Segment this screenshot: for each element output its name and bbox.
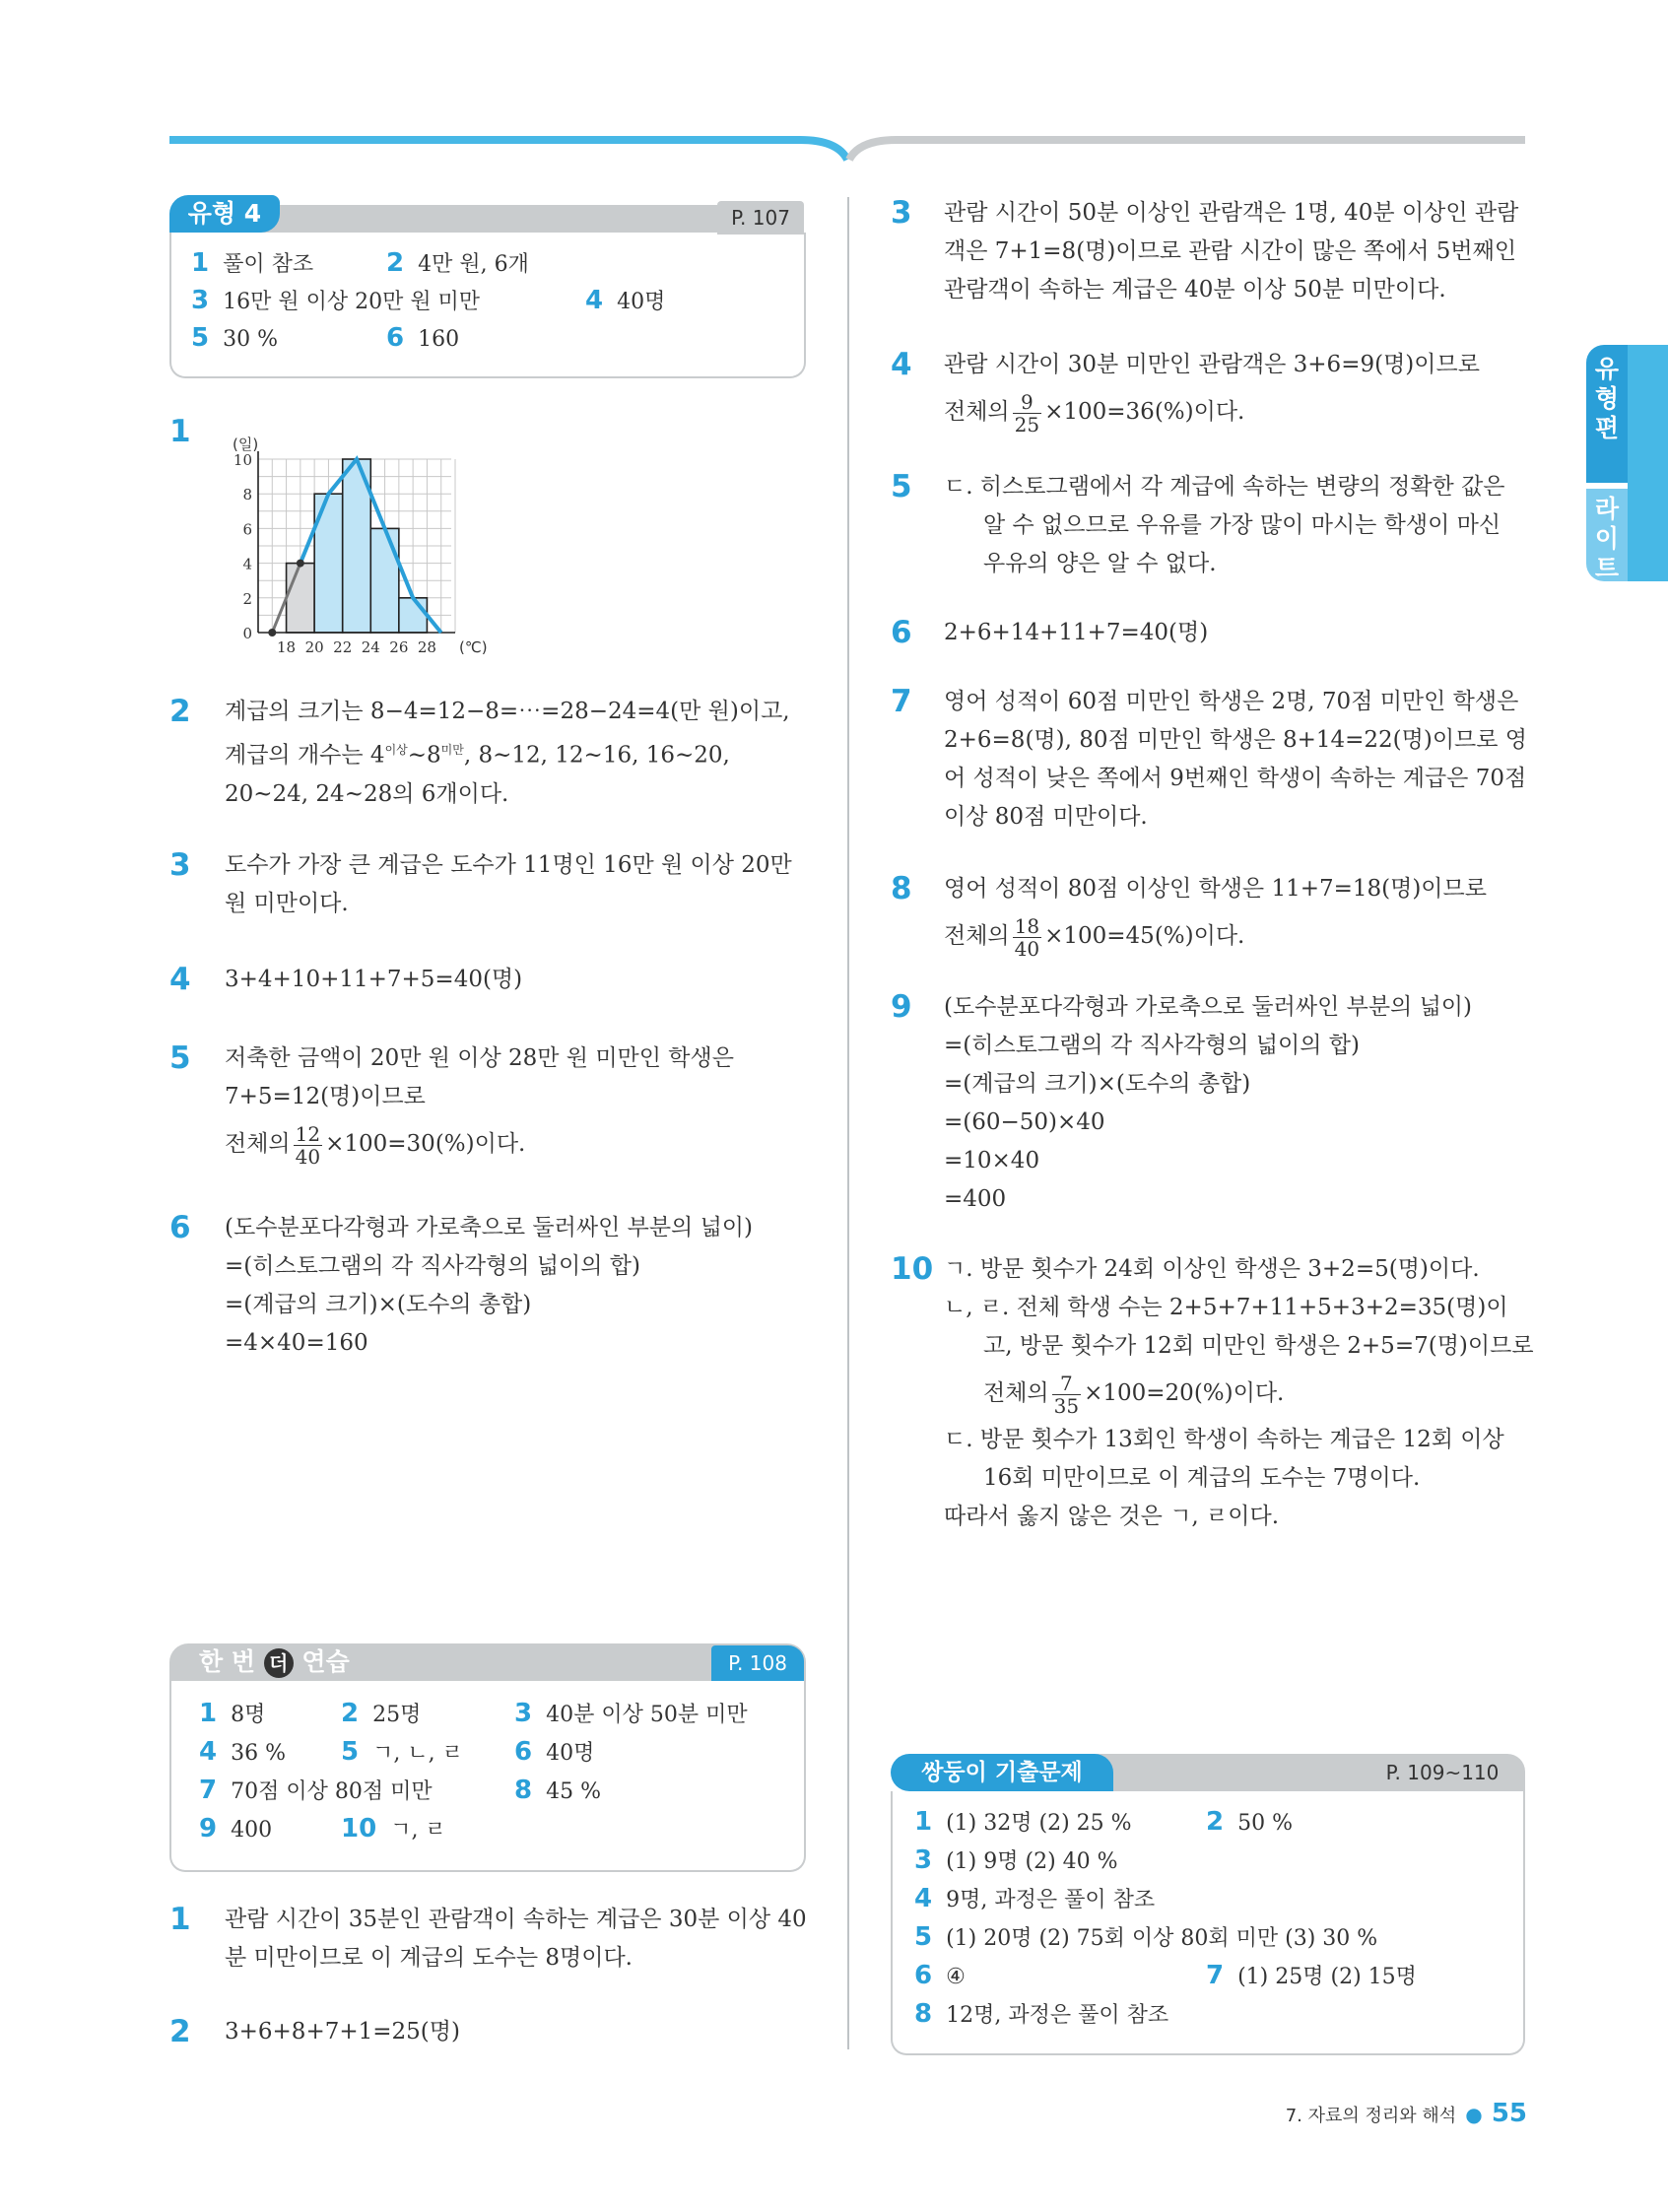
solution-line: 3+6+8+7+1=25(명) (225, 2019, 460, 2044)
exam-page: P. 109~110 (1385, 1761, 1500, 1784)
solution-line: 전체의 $\frac{7}{35}$ ×100=20(%)이다. (983, 1371, 1285, 1418)
answer-item: 4 9명, 과정은 풀이 참조 (914, 1884, 1156, 1913)
header-bar (0, 0, 1668, 168)
fraction: $\frac{18}{40}$ (1014, 913, 1040, 961)
histogram-chart (215, 424, 530, 660)
y-tick-label: 6 (242, 520, 252, 539)
solution-r9 (944, 988, 1472, 1219)
solution-p2 (225, 2013, 460, 2051)
solution-q3 (225, 846, 792, 923)
fraction: $\frac{12}{40}$ (295, 1121, 321, 1169)
type4-section (169, 195, 806, 378)
x-tick-label: 22 (333, 638, 353, 656)
solution-line: 객은 7+1=8(명)이므로 관람 시간이 많은 쪽에서 5번째인 (944, 238, 1517, 264)
answer-item: 7 (1) 25명 (2) 15명 (1206, 1961, 1417, 1990)
solution-line: =4×40=160 (225, 1330, 368, 1356)
exam-section (891, 1754, 1525, 2055)
polygon-point (297, 560, 304, 568)
solution-line: (도수분포다각형과 가로축으로 둘러싸인 부분의 넓이) (225, 1215, 753, 1240)
question-number: 1 (169, 414, 191, 449)
question-number: 6 (169, 1210, 191, 1245)
solution-line: 전체의 $\frac{12}{40}$ ×100=30(%)이다. (225, 1121, 526, 1169)
answer-item: 3 16만 원 이상 20만 원 미만 (191, 286, 481, 315)
solution-line: 7+5=12(명)이므로 (225, 1084, 426, 1109)
polygon-point (268, 629, 276, 637)
question-number: 2 (169, 694, 191, 729)
solution-line: 관람 시간이 30분 미만인 관람객은 3+6=9(명)이므로 (944, 352, 1480, 377)
footer (1281, 2099, 1527, 2128)
solution-line: 영어 성적이 80점 이상인 학생은 11+7=18(명)이므로 (944, 876, 1487, 902)
solution-line: 2+6=8(명), 80점 미만인 학생은 8+14=22(명)이므로 영 (944, 727, 1528, 753)
y-tick-label: 0 (242, 625, 252, 642)
fraction: $\frac{7}{35}$ (1053, 1371, 1080, 1418)
answer-item: 9 400 (199, 1814, 273, 1843)
solution-line: 계급의 개수는 $4^{이상}\sim 8^{미만}$, 8~12, 12~16, 16~20, (225, 742, 730, 769)
practice-page: P. 108 (711, 1645, 804, 1681)
question-number: 5 (891, 469, 912, 504)
solution-r10 (944, 1250, 1534, 1536)
type4-header-bar (199, 205, 786, 233)
solution-line: =(60−50)×40 (944, 1109, 1105, 1135)
footer-chapter: 7. 자료의 정리와 해석 (1285, 2106, 1457, 2126)
question-number: 10 (891, 1251, 934, 1287)
solution-line: ㄷ. 방문 횟수가 13회인 학생이 속하는 계급은 12회 이상 (944, 1427, 1504, 1452)
question-number: 7 (891, 684, 912, 719)
answer-item: 2 25명 (341, 1699, 422, 1728)
x-tick-label: 18 (277, 638, 297, 656)
type4-page: P. 107 (717, 201, 804, 235)
question-number: 3 (891, 195, 912, 231)
practice-label-badge: 더 (264, 1648, 294, 1678)
side-tab-type-label: 유 형 편 (1594, 355, 1620, 442)
answer-item: 8 45 % (514, 1776, 601, 1805)
solution-line: ㄷ. 히스토그램에서 각 계급에 속하는 변량의 정확한 값은 (944, 474, 1505, 500)
answer-item: 1 (1) 32명 (2) 25 % (914, 1807, 1132, 1837)
y-axis-label: (일) (233, 436, 259, 453)
solution-line: 20~24, 24~28의 6개이다. (225, 780, 509, 807)
answer-item: 6 40명 (514, 1737, 595, 1767)
solution-r7 (944, 683, 1527, 837)
answer-item: 5 (1) 20명 (2) 75회 이상 80회 미만 (3) 30 % (914, 1922, 1378, 1952)
solution-line: 원 미만이다. (225, 891, 349, 916)
solution-q2 (225, 693, 790, 814)
practice-section (169, 1643, 806, 1872)
solution-line: 어 성적이 낮은 쪽에서 9번째인 학생이 속하는 계급은 70점 (944, 766, 1527, 791)
solution-line: 저축한 금액이 20만 원 이상 28만 원 미만인 학생은 (225, 1045, 734, 1071)
question-number: 3 (169, 847, 191, 883)
question-number: 8 (891, 871, 912, 906)
solution-line: 관람 시간이 50분 이상인 관람객은 1명, 40분 이상인 관람 (944, 200, 1519, 226)
question-number: 4 (169, 962, 191, 997)
answer-item: 8 12명, 과정은 풀이 참조 (914, 1999, 1169, 2029)
solution-r8 (944, 870, 1487, 964)
x-tick-label: 28 (417, 638, 436, 656)
x-axis-label: (℃) (459, 638, 488, 656)
solution-line: 관람객이 속하는 계급은 40분 이상 50분 미만이다. (944, 277, 1446, 302)
x-tick-label: 26 (389, 638, 409, 656)
solution-line: 관람 시간이 35분인 관람객이 속하는 계급은 30분 이상 40 (225, 1907, 807, 1932)
solution-line: 2+6+14+11+7=40(명) (944, 620, 1209, 645)
solution-r6 (944, 614, 1208, 652)
header-bar-graphic (0, 0, 1668, 168)
column-divider (847, 197, 849, 2049)
solution-line: 알 수 없으므로 우유를 가장 많이 마시는 학생이 마신 (983, 512, 1501, 538)
solution-line: 도수가 가장 큰 계급은 도수가 11명인 16만 원 이상 20만 (225, 852, 792, 878)
answer-item: 2 50 % (1206, 1807, 1293, 1837)
answer-item: 4 36 % (199, 1737, 286, 1767)
x-tick-label: 20 (304, 638, 324, 656)
side-tab-type[interactable] (1586, 345, 1628, 483)
histogram-bar (370, 528, 399, 633)
answer-item: 6 160 (386, 323, 460, 353)
solution-line: =(히스토그램의 각 직사각형의 넓이의 합) (944, 1033, 1360, 1058)
solution-line: 전체의 $\frac{18}{40}$ ×100=45(%)이다. (944, 913, 1245, 961)
solution-line: (도수분포다각형과 가로축으로 둘러싸인 부분의 넓이) (944, 994, 1472, 1020)
solution-line: 고, 방문 횟수가 12회 미만인 학생은 2+5=7(명)이므로 (983, 1333, 1534, 1359)
solution-q5 (225, 1039, 734, 1172)
answer-item: 2 4만 원, 6개 (386, 248, 529, 278)
solution-line: =(히스토그램의 각 직사각형의 넓이의 합) (225, 1253, 640, 1279)
solution-line: 이상 80점 미만이다. (944, 804, 1148, 830)
answer-item: 4 40명 (585, 286, 666, 315)
solution-line: 영어 성적이 60점 미만인 학생은 2명, 70점 미만인 학생은 (944, 689, 1519, 714)
solution-line: 3+4+10+11+7+5=40(명) (225, 967, 523, 992)
solution-r5 (944, 468, 1505, 583)
solution-line: 16회 미만이므로 이 계급의 도수는 7명이다. (983, 1465, 1421, 1491)
y-tick-label: 2 (242, 589, 252, 608)
question-number: 2 (169, 2014, 191, 2049)
solution-line: 우유의 양은 알 수 없다. (983, 551, 1217, 576)
solution-line: 따라서 옳지 않은 것은 ㄱ, ㄹ이다. (944, 1504, 1280, 1529)
solution-line: =(계급의 크기)×(도수의 총합) (225, 1292, 532, 1317)
question-number: 6 (891, 615, 912, 650)
answer-item: 5 30 % (191, 323, 278, 353)
solution-line: =(계급의 크기)×(도수의 총합) (944, 1071, 1251, 1097)
answer-item: 6 ④ (914, 1961, 966, 1990)
side-tab-light[interactable] (1586, 489, 1628, 581)
solution-line: =10×40 (944, 1148, 1040, 1173)
solution-line: 계급의 크기는 8−4=12−8=⋯=28−24=4(만 원)이고, (225, 699, 790, 724)
solution-q4 (225, 961, 522, 999)
exam-label: 쌍둥이 기출문제 (891, 1754, 1113, 1791)
solution-r3 (944, 194, 1518, 309)
solution-r4 (944, 346, 1480, 439)
question-number: 9 (891, 989, 912, 1025)
answer-item: 7 70점 이상 80점 미만 (199, 1776, 433, 1805)
x-tick-label: 24 (361, 638, 380, 656)
solution-p1 (225, 1901, 807, 1977)
footer-dot-icon: ● (1465, 2103, 1483, 2126)
histogram-bar (399, 598, 428, 633)
question-number: 4 (891, 347, 912, 382)
solution-q6 (225, 1209, 753, 1363)
y-tick-label: 4 (242, 555, 252, 573)
y-tick-label: 8 (242, 486, 252, 504)
y-tick-label: 10 (233, 451, 252, 469)
histogram-bar (287, 564, 315, 633)
solution-line: 전체의 $\frac{9}{25}$ ×100=36(%)이다. (944, 389, 1245, 436)
footer-page-number: 55 (1491, 2099, 1527, 2128)
question-number: 5 (169, 1040, 191, 1076)
practice-label: 한 번 더 연습 (199, 1647, 350, 1676)
side-tab-stripe (1628, 345, 1668, 581)
fraction: $\frac{9}{25}$ (1014, 389, 1040, 436)
answer-item: 5 ㄱ, ㄴ, ㄹ (341, 1737, 463, 1767)
answer-item: 10 ㄱ, ㄹ (341, 1814, 446, 1843)
type4-label: 유형 4 (169, 195, 280, 233)
answer-item: 3 40분 이상 50분 미만 (514, 1699, 748, 1728)
answer-item: 1 8명 (199, 1699, 266, 1728)
question-number: 1 (169, 1902, 191, 1937)
solution-line: ㄴ, ㄹ. 전체 학생 수는 2+5+7+11+5+3+2=35(명)이 (944, 1295, 1508, 1320)
answer-item: 1 풀이 참조 (191, 248, 314, 278)
solution-line: =400 (944, 1186, 1007, 1212)
answer-item: 3 (1) 9명 (2) 40 % (914, 1845, 1118, 1875)
side-tab-light-label: 라 이 트 (1594, 495, 1620, 582)
solution-line: ㄱ. 방문 횟수가 24회 이상인 학생은 3+2=5(명)이다. (944, 1256, 1480, 1282)
solution-line: 분 미만이므로 이 계급의 도수는 8명이다. (225, 1945, 633, 1971)
